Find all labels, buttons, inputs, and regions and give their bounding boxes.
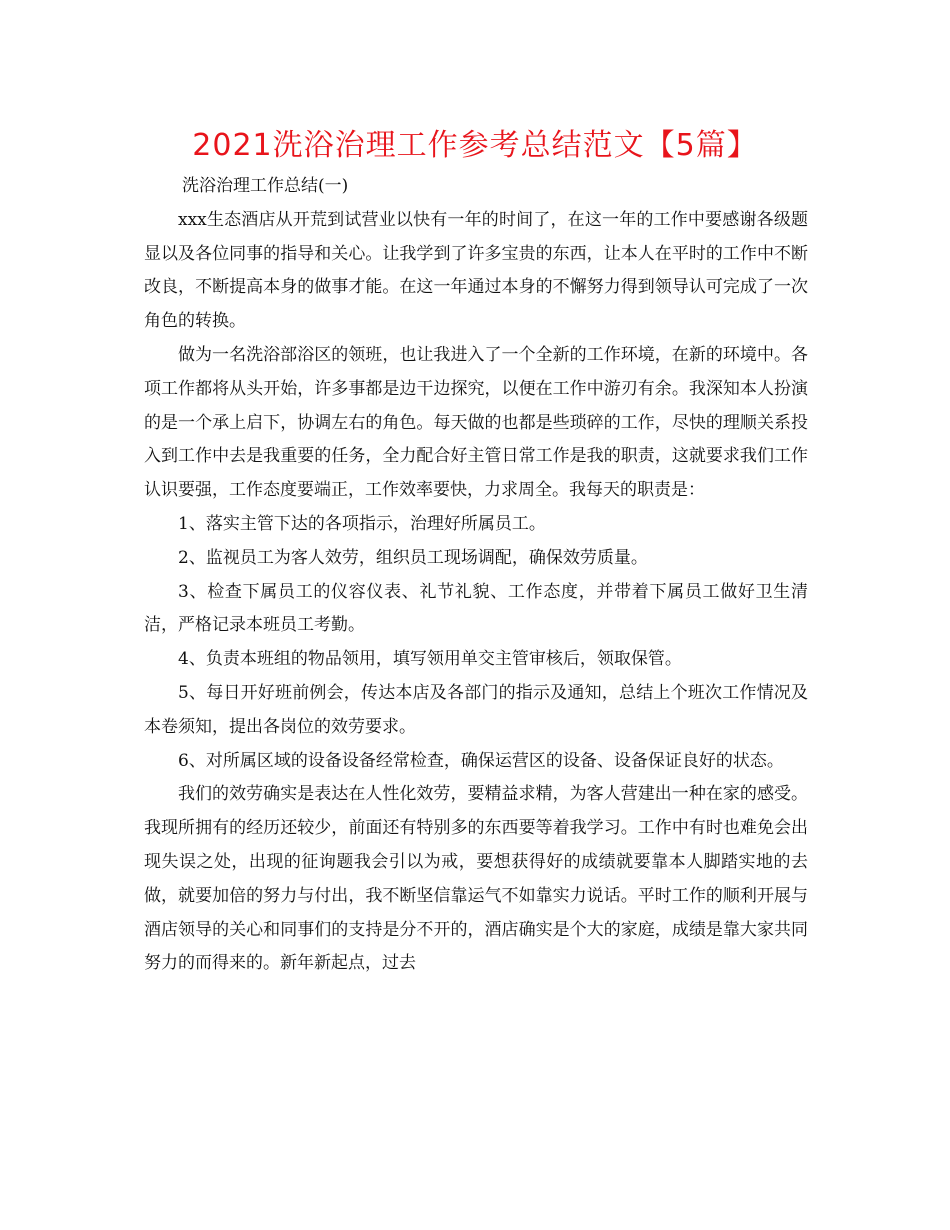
section-subtitle: 洗浴治理工作总结(一) <box>182 176 349 196</box>
document-body <box>144 170 808 981</box>
paragraph-intro: xxx生态酒店从开荒到试营业以快有一年的时间了，在这一年的工作中要感谢各级题显以及各位同事的指导和关心。让我学到了许多宝贵的东西，让本人在平时的工作中不断改良，不断提高本身的做事才能。在这一年通过本身的不懈努力得到领导认可完成了一次角色的转换。 <box>144 209 808 332</box>
paragraph-role: 做为一名洗浴部浴区的领班，也让我进入了一个全新的工作环境，在新的环境中。各项工作都将从头开始，许多事都是边干边探究，以便在工作中游刃有余。我深知本人扮演的是一个承上启下，协调左右的角色。每天做的也都是些琐碎的工作，尽快的理顺关系投入到工作中去是我重要的任务，全力配合好主管日常工作是我的职责，这就要求我们工作认识要强，工作态度要端正，工作效率要快，力求周全。我每天的职责是： <box>144 344 808 501</box>
duty-item-6: 6、对所属区域的设备设备经常检查，确保运营区的设备、设备保证良好的状态。 <box>178 750 784 771</box>
document-title: 2021洗浴治理工作参考总结范文【5篇】 <box>192 128 758 163</box>
paragraph-service: 我们的效劳确实是表达在人性化效劳，要精益求精，为客人营建出一种在家的感受。我现所拥有的经历还较少，前面还有特别多的东西要等着我学习。工作中有时也难免会出现失误之处，出现的征询题我会引以为戒，要想获得好的成绩就要靠本人脚踏实地的去做，就要加倍的努力与付出，我不断坚信靠运气不如靠实力说话。平时工作的顺利开展与酒店领导的关心和同事们的支持是分不开的，酒店确实是个大的家庭，成绩是靠大家共同努力的而得来的。新年新起点，过去 <box>144 784 808 974</box>
duty-item-5: 5、每日开好班前例会，传达本店及各部门的指示及通知，总结上个班次工作情况及本卷须知，提出各岗位的效劳要求。 <box>144 682 808 737</box>
duty-item-4: 4、负责本班组的物品领用，填写领用单交主管审核后，领取保管。 <box>178 649 682 670</box>
duty-item-2: 2、监视员工为客人效劳，组织员工现场调配，确保效劳质量。 <box>178 547 648 568</box>
duty-item-3: 3、检查下属员工的仪容仪表、礼节礼貌、工作态度，并带着下属员工做好卫生清洁，严格记录本班员工考勤。 <box>144 581 808 636</box>
duty-item-1: 1、落实主管下达的各项指示，治理好所属员工。 <box>178 513 546 534</box>
